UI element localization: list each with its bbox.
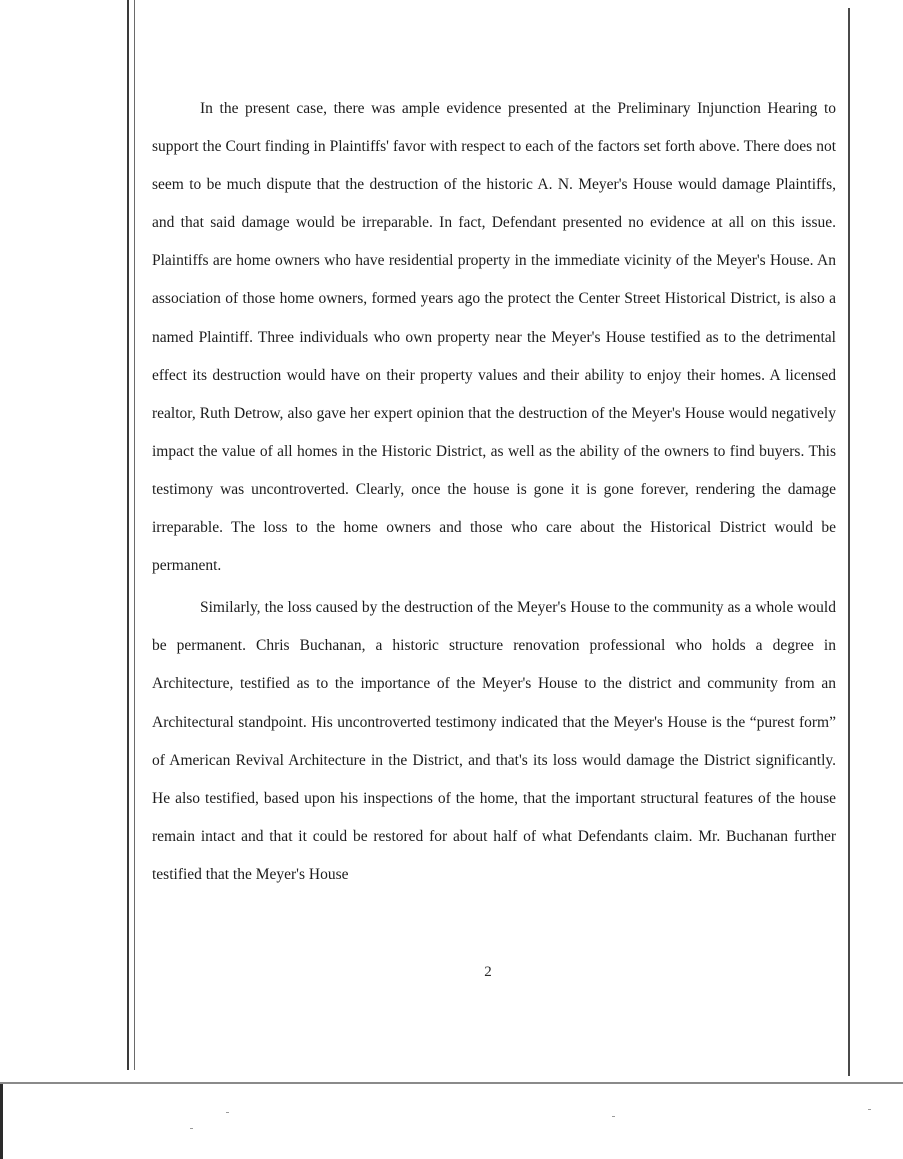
scan-speck xyxy=(226,1112,229,1113)
page-edge-right xyxy=(848,8,850,1076)
scan-speck xyxy=(868,1109,871,1110)
scan-edge-mark xyxy=(0,1084,3,1159)
scan-speck xyxy=(612,1116,615,1117)
binding-line-inner xyxy=(134,0,135,1070)
paragraph: In the present case, there was ample evidence presented at the Preliminary Injunction Hearing to support the Court finding in Plaintiffs' favor with respect to each of the factors set forth above. There does not seem to be much dispute that the destruction of the historic A. N. Meyer's House would damage Plaintiffs, and that said damage would be irreparable. In fact, Defendant presented no evidence at all on this issue. Plaintiffs are home owners who have residential property in the immediate vicinity of the Meyer's House. An association of those home owners, formed years ago the protect the Center Street Historical District, is also a named Plaintiff. Three individuals who own property near the Meyer's House testified as to the detrimental effect its destruction would have on their property values and their ability to enjoy their homes. A licensed realtor, Ruth Detrow, also gave her expert opinion that the destruction of the Meyer's House would negatively impact the value of all homes in the Historic District, as well as the ability of the owners to find buyers. This testimony was uncontroverted. Clearly, once the house is gone it is gone forever, rendering the damage irreparable. The loss to the home owners and those who care about the Historical District would be permanent. xyxy=(152,100,836,575)
scan-speck xyxy=(190,1128,193,1129)
paragraph: Similarly, the loss caused by the destruction of the Meyer's House to the community as a whole would be permanent. Chris Buchanan, a historic structure renovation professional who holds a degree in Architecture, testified as to the importance of the Meyer's House to the district and community from an Architectural standpoint. His uncontroverted testimony indicated that the Meyer's House is the “purest form” of American Revival Architecture in the District, and that's its loss would damage the District significantly. He also testified, based upon his inspections of the home, that the important structural features of the house remain intact and that it could be restored for about half of what Defendants claim. Mr. Buchanan further testified that the Meyer's House xyxy=(152,599,836,883)
page-edge-bottom xyxy=(0,1082,903,1084)
document-body xyxy=(152,90,836,898)
page-number: 2 xyxy=(484,964,492,980)
binding-line xyxy=(127,0,129,1070)
